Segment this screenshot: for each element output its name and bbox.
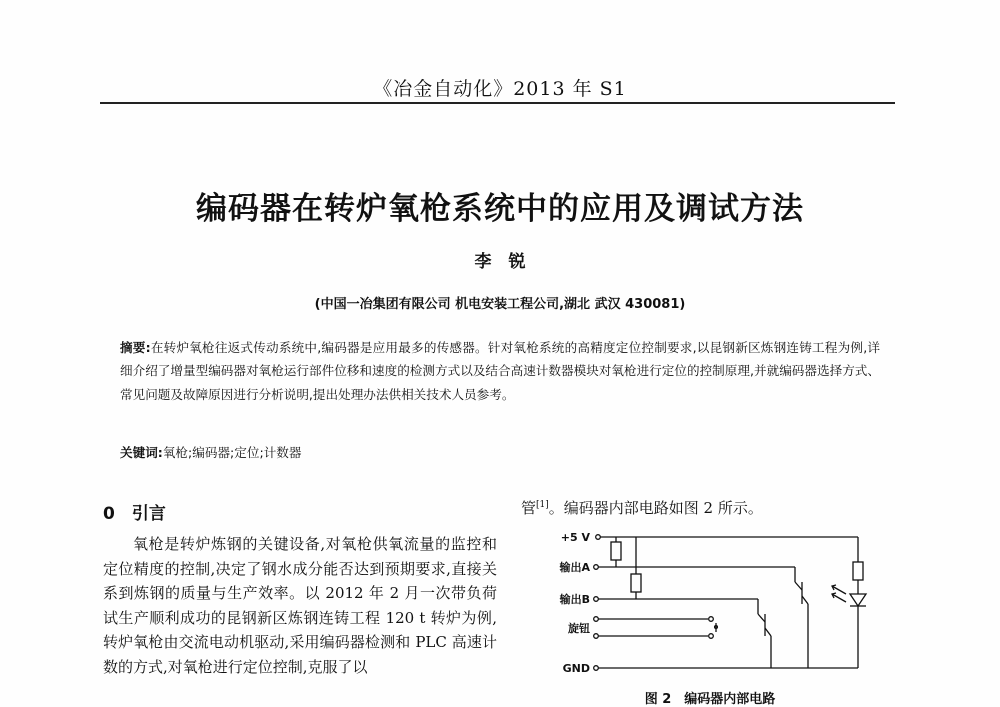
introduction-body [103, 532, 497, 680]
light-arrow-2 [832, 594, 846, 602]
switch-contact-1 [709, 617, 714, 622]
introduction-paragraph: 氧枪是转炉炼钢的关键设备,对氧枪供氧流量的监控和定位精度的控制,决定了钢水成分能否达到预期要求,直接关系到炼钢的质量与生产效率。以 2012 年 2 月一次带负荷试生产顺利成功的昆钢新区炼钢连铸工程 120 t 转炉为例,转炉氧枪由交流电动机驱动,采用编码器检测和 PLC 高速计数的方式,对氧枪进行定位控制,克服了以 [103, 535, 497, 676]
journal-header: 《冶金自动化》2013 年 S1 [373, 78, 627, 100]
resistor-b [631, 574, 641, 592]
light-arrow-1 [832, 586, 846, 594]
label-output-a: 输出A [559, 561, 590, 574]
label-knob: 旋钮 [568, 622, 590, 635]
knob-terminal-2 [594, 634, 599, 639]
right-line-start: 管 [521, 499, 537, 517]
keywords-label: 关键词: [120, 445, 163, 460]
abstract [120, 336, 880, 406]
encoder-circuit-figure [540, 522, 880, 682]
keywords [120, 442, 880, 461]
output-a-terminal [594, 565, 599, 570]
abstract-label: 摘要: [120, 340, 151, 355]
section-heading-introduction: 0 引言 [103, 504, 166, 524]
resistor-led [853, 562, 863, 580]
header-rule [100, 102, 895, 104]
citation-ref: [1] [536, 500, 549, 510]
led-diode [850, 594, 866, 606]
phototransistor-2 [758, 614, 765, 622]
paper-title: 编码器在转炉氧枪系统中的应用及调试方法 [196, 191, 804, 227]
label-output-b: 输出B [559, 593, 590, 606]
abstract-text: 在转炉氧枪往返式传动系统中,编码器是应用最多的传感器。针对氧枪系统的高精度定位控制要求,以昆钢新区炼钢连铸工程为例,详细介绍了增量型编码器对氧枪运行部件位移和速度的检测方式以及结合高速计数器模块对氧枪进行定位的控制原理,并就编码器选择方式、常见问题及故障原因进行分析说明,提出处理办法供相关技术人员参考。 [120, 340, 880, 402]
affiliation: (中国一冶集团有限公司 机电安装工程公司,湖北 武汉 430081) [314, 297, 686, 312]
output-b-terminal [594, 597, 599, 602]
vcc-terminal [596, 535, 601, 540]
knob-terminal-1 [594, 617, 599, 622]
right-column-text [521, 497, 763, 518]
keywords-text: 氧枪;编码器;定位;计数器 [162, 445, 302, 460]
resistor-a [611, 542, 621, 560]
label-vcc: +5 V [560, 531, 590, 544]
label-gnd: GND [562, 662, 590, 675]
gnd-terminal [594, 666, 599, 671]
author: 李 锐 [474, 252, 526, 272]
phototransistor-1 [795, 582, 802, 590]
switch-contact-2 [709, 634, 714, 639]
figure-caption: 图 2 编码器内部电路 [644, 692, 776, 707]
right-line-end: 。编码器内部电路如图 2 所示。 [548, 499, 763, 517]
